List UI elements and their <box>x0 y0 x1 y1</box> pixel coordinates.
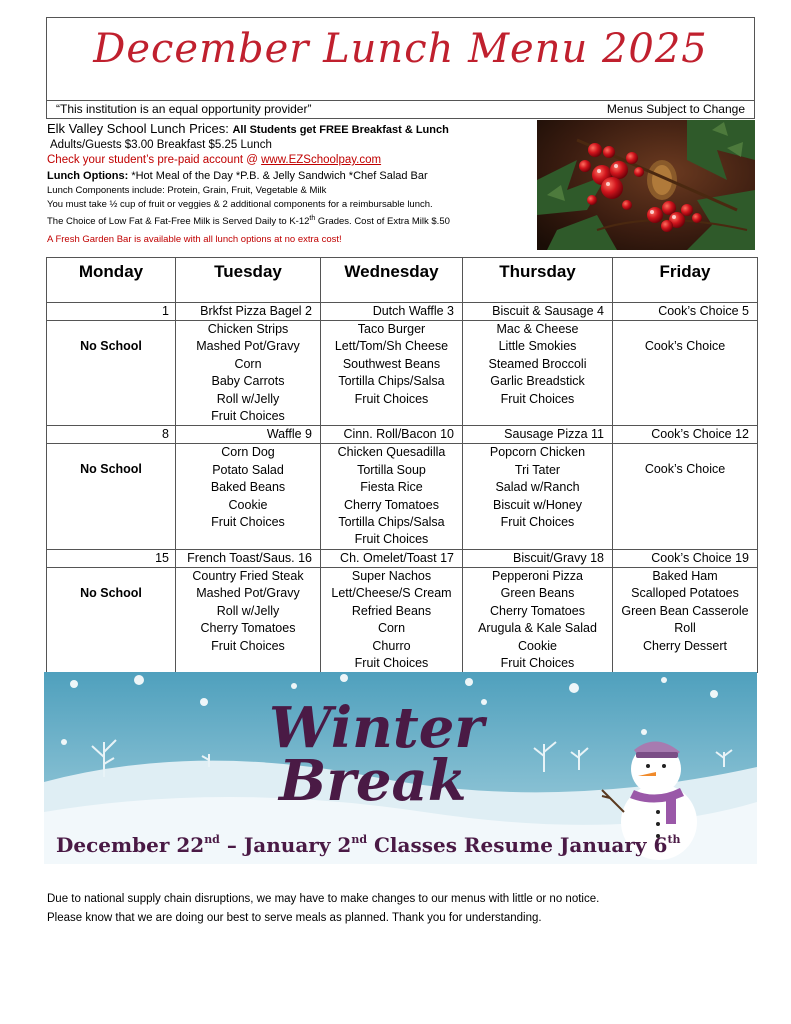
menu-cell: Super Nachos Lett/Cheese/S Cream Refried Beans Corn Churro Fruit Choices <box>321 567 463 672</box>
date-cell: Cook’s Choice 19 <box>613 549 758 567</box>
notice-bar <box>46 100 755 119</box>
footer-line-1: Due to national supply chain disruptions, we may have to make changes to our menus with little or no notice. <box>47 893 600 905</box>
menu-cell: Cook’s Choice <box>613 444 758 549</box>
footer-line-2: Please know that we are doing our best to serve meals as planned. Thank you for understanding. <box>47 912 542 924</box>
ezschoolpay-link[interactable]: www.EZSchoolpay.com <box>261 154 382 166</box>
date-cell: French Toast/Saus. 16 <box>176 549 321 567</box>
menu-cell: Pepperoni Pizza Green Beans Cherry Tomatoes Arugula & Kale Salad Cookie Fruit Choices <box>463 567 613 672</box>
break-dates: December 22nd – January 2nd Classes Resume January 6th <box>56 833 681 857</box>
date-cell: Biscuit & Sausage 4 <box>463 303 613 321</box>
lunch-info <box>47 121 537 247</box>
date-cell: Brkfst Pizza Bagel 2 <box>176 303 321 321</box>
date-cell: Biscuit/Gravy 18 <box>463 549 613 567</box>
milk-note: The Choice of Low Fat & Fat-Free Milk is Served Daily to K-12th Grades. Cost of Extra Milk $.50 <box>47 215 450 228</box>
date-cell: 8 <box>47 426 176 444</box>
date-cell: Waffle 9 <box>176 426 321 444</box>
menu-cell: Mac & Cheese Little Smokies Steamed Broccoli Garlic Breadstick Fruit Choices <box>463 321 613 426</box>
menu-cell: No School <box>47 321 176 426</box>
account-line: Check your student’s pre-paid account @ www.EZSchoolpay.com <box>47 154 382 166</box>
week2-menu-row <box>47 444 758 549</box>
menu-cell: No School <box>47 444 176 549</box>
title-box <box>46 17 755 101</box>
menu-cell: Country Fried Steak Mashed Pot/Gravy Roll w/Jelly Cherry Tomatoes Fruit Choices <box>176 567 321 672</box>
menu-cell: Popcorn Chicken Tri Tater Salad w/Ranch Biscuit w/Honey Fruit Choices <box>463 444 613 549</box>
date-cell: Sausage Pizza 11 <box>463 426 613 444</box>
day-header-row <box>47 258 758 303</box>
lunch-menu-table <box>46 257 758 673</box>
menu-cell: Baked Ham Scalloped Potatoes Green Bean Casserole Roll Cherry Dessert <box>613 567 758 672</box>
reimbursable-note: You must take ½ cup of fruit or veggies & 2 additional components for a reimbursable lunch. <box>47 199 433 210</box>
page-title: December Lunch Menu 2025 <box>93 26 708 72</box>
date-cell: Ch. Omelet/Toast 17 <box>321 549 463 567</box>
supply-chain-notice <box>47 890 599 928</box>
menu-cell: Chicken Strips Mashed Pot/Gravy Corn Baby Carrots Roll w/Jelly Fruit Choices <box>176 321 321 426</box>
holiday-berries-photo <box>537 120 755 250</box>
date-cell: Cinn. Roll/Bacon 10 <box>321 426 463 444</box>
menu-cell: No School <box>47 567 176 672</box>
prices-line: Elk Valley School Lunch Prices: All Students get FREE Breakfast & Lunch <box>47 121 449 136</box>
menu-cell: Chicken Quesadilla Tortilla Soup Fiesta Rice Cherry Tomatoes Tortilla Chips/Salsa Fruit Choices <box>321 444 463 549</box>
break-word: Break <box>279 748 467 814</box>
day-header-monday: Monday <box>47 258 176 303</box>
day-header-wednesday: Wednesday <box>321 258 463 303</box>
menus-subject-to-change: Menus Subject to Change <box>606 102 745 116</box>
lunch-components: Lunch Components include: Protein, Grain, Fruit, Vegetable & Milk <box>47 185 327 196</box>
menu-cell: Cook’s Choice <box>613 321 758 426</box>
free-meals-note: All Students get FREE Breakfast & Lunch <box>232 124 449 136</box>
garden-bar-note: A Fresh Garden Bar is available with all lunch options at no extra cost! <box>47 234 342 246</box>
winter-word: Winter <box>269 695 484 761</box>
date-cell: Dutch Waffle 3 <box>321 303 463 321</box>
winter-break-banner <box>44 672 757 864</box>
week3-date-row <box>47 549 758 567</box>
date-cell: 1 <box>47 303 176 321</box>
week1-menu-row <box>47 321 758 426</box>
lunch-options: Lunch Options: *Hot Meal of the Day *P.B. & Jelly Sandwich *Chef Salad Bar <box>47 170 428 182</box>
day-header-tuesday: Tuesday <box>176 258 321 303</box>
week2-date-row <box>47 426 758 444</box>
week1-date-row <box>47 303 758 321</box>
date-cell: Cook’s Choice 5 <box>613 303 758 321</box>
day-header-thursday: Thursday <box>463 258 613 303</box>
equal-opportunity-statement: “This institution is an equal opportunity provider” <box>56 102 312 116</box>
week3-menu-row <box>47 567 758 672</box>
menu-cell: Corn Dog Potato Salad Baked Beans Cookie Fruit Choices <box>176 444 321 549</box>
date-cell: 15 <box>47 549 176 567</box>
day-header-friday: Friday <box>613 258 758 303</box>
date-cell: Cook’s Choice 12 <box>613 426 758 444</box>
menu-cell: Taco Burger Lett/Tom/Sh Cheese Southwest Beans Tortilla Chips/Salsa Fruit Choices <box>321 321 463 426</box>
adult-prices: Adults/Guests $3.00 Breakfast $5.25 Lunch <box>50 139 272 151</box>
